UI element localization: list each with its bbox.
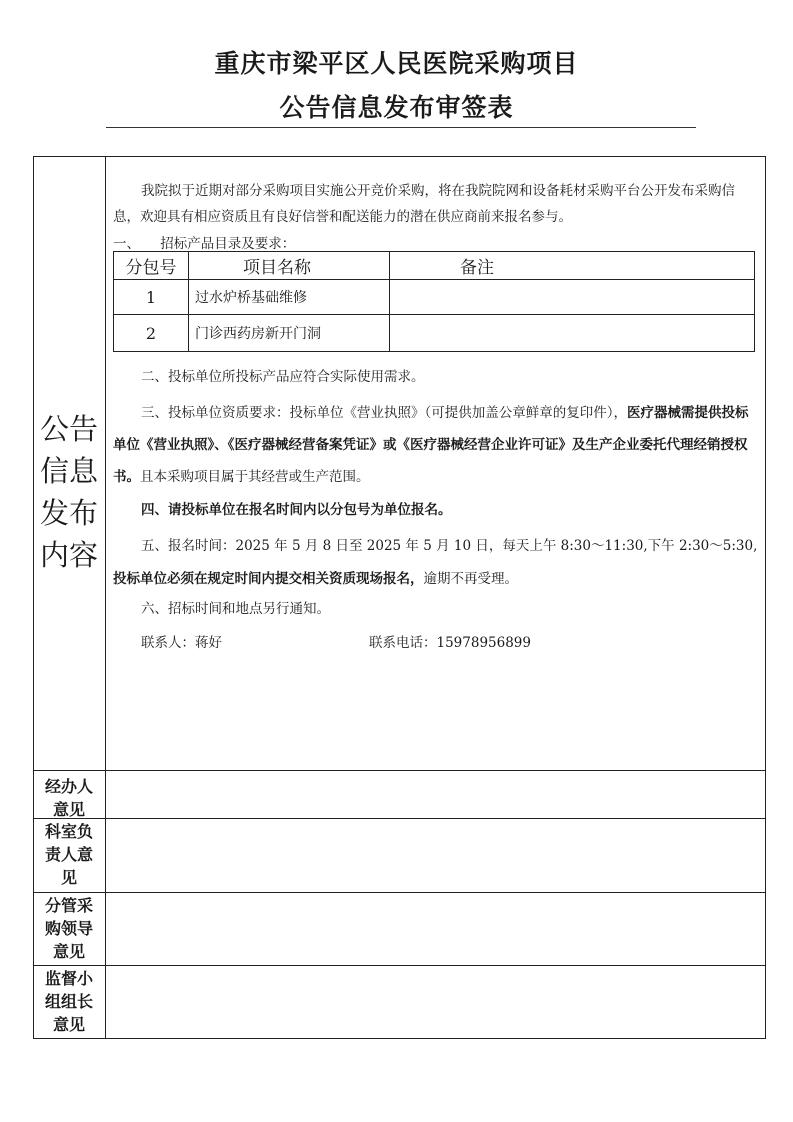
header-package-no: 分包号 bbox=[114, 252, 189, 280]
intro-paragraph: 我院拟于近期对部分采购项目实施公开竞价采购，将在我院院网和设备耗材采购平台公开发布采购信息，欢迎具有相应资质且有良好信誉和配送能力的潜在供应商前来报名参与。 bbox=[113, 183, 735, 225]
section1-heading: 一、 招标产品目录及要求： bbox=[113, 236, 296, 252]
row-divider bbox=[33, 965, 766, 966]
row-divider bbox=[33, 770, 766, 771]
items-table bbox=[113, 251, 755, 352]
handler-opinion-label: 经办人 意见 bbox=[44, 777, 93, 819]
row-divider bbox=[33, 892, 766, 893]
section4-paragraph: 四、请投标单位在报名时间内以分包号为单位报名。 bbox=[141, 502, 452, 518]
supervision-leader-opinion-label: 监督小 组组长 意见 bbox=[44, 969, 93, 1034]
section2-paragraph: 二、投标单位所投标产品应符合实际使用需求。 bbox=[141, 369, 425, 385]
table-row bbox=[114, 280, 755, 315]
table-header-row bbox=[114, 252, 755, 280]
contact-phone: 联系电话：15978956899 bbox=[369, 635, 531, 651]
document-title-line2: 公告信息发布审签表 bbox=[279, 93, 514, 122]
row-note bbox=[390, 280, 755, 315]
table-row bbox=[114, 315, 755, 352]
contact-person: 联系人：蒋好 bbox=[141, 635, 222, 651]
row-project-name: 门诊西药房新开门洞 bbox=[189, 315, 390, 352]
document-title-line1: 重庆市梁平区人民医院采购项目 bbox=[214, 49, 579, 78]
section6-paragraph: 六、招标时间和地点另行通知。 bbox=[141, 601, 330, 617]
row-package-no: 2 bbox=[114, 315, 189, 352]
header-note: 备注 bbox=[390, 252, 755, 280]
header-project-name: 项目名称 bbox=[189, 252, 390, 280]
section3-paragraph: 三、投标单位资质要求：投标单位《营业执照》（可提供加盖公章鲜章的复印件），医疗器械需提供投标单位《营业执照》、《医疗器械经营备案凭证》或《医疗器械经营企业许可证》及生产企业委托代理经销授权书。且本采购项目属于其经营或生产范围。 bbox=[113, 405, 749, 485]
announcement-content-label: 公告 信息 发布 内容 bbox=[39, 412, 98, 572]
department-head-opinion-label: 科室负 责人意 见 bbox=[44, 822, 93, 887]
row-divider bbox=[33, 818, 766, 819]
title-divider bbox=[106, 127, 696, 128]
section5-paragraph: 五、报名时间：2025 年 5 月 8 日至 2025 年 5 月 10 日，每天上午 8:30～11:30,下午 2:30～5:30,投标单位必须在规定时间内提交相关资质现场报名，逾期不再受理。 bbox=[113, 538, 758, 587]
row-package-no: 1 bbox=[114, 280, 189, 315]
form-column-divider bbox=[105, 156, 106, 1039]
row-project-name: 过水炉桥基础维修 bbox=[189, 280, 390, 315]
row-note bbox=[390, 315, 755, 352]
procurement-leader-opinion-label: 分管采 购领导 意见 bbox=[44, 896, 93, 961]
